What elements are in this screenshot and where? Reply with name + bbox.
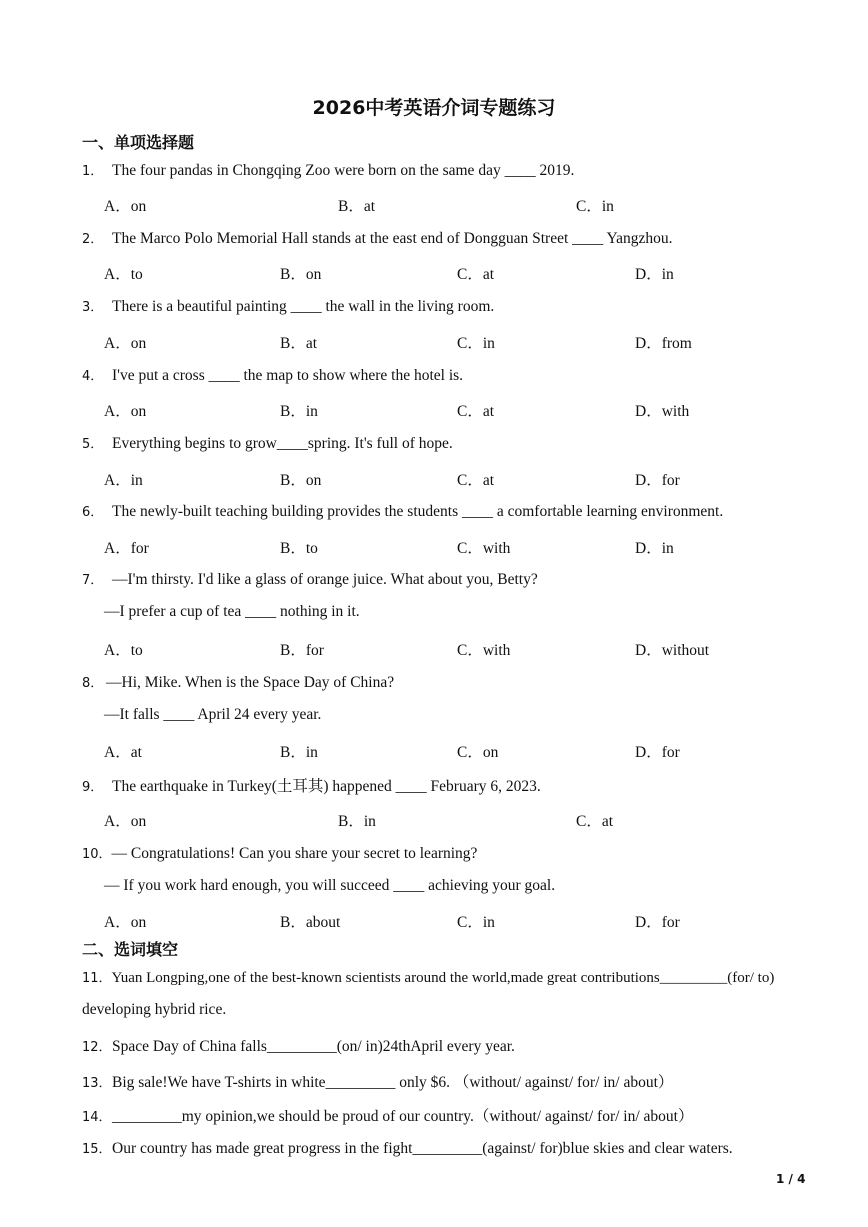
option-d[interactable]: D．for (635, 744, 680, 761)
question-7-line-2: —I prefer a cup of tea ____ nothing in it. (104, 603, 360, 620)
question-5 (82, 433, 453, 453)
question-number: 9． (82, 780, 104, 795)
option-c[interactable]: C．with (457, 540, 511, 557)
question-10 (82, 843, 477, 863)
question-4 (82, 365, 463, 385)
option-b[interactable]: B．for (280, 642, 324, 659)
option-a[interactable]: A．on (104, 914, 147, 931)
question-number: 4． (82, 369, 104, 384)
question-8-line-2: —It falls ____ April 24 every year. (104, 706, 322, 723)
option-d[interactable]: D．for (635, 914, 680, 931)
section-title-fill-in: 二、选词填空 (82, 940, 179, 959)
question-number: 3． (82, 300, 104, 315)
option-a[interactable]: A．in (104, 472, 143, 489)
option-a[interactable]: A．for (104, 540, 149, 557)
question-text: The newly-built teaching building provides the students ____ a comfortable learning environment. (112, 503, 724, 520)
option-b[interactable]: B．in (280, 744, 318, 761)
question-number: 5． (82, 437, 104, 452)
question-number: 11． (82, 971, 112, 986)
question-text: Our country has made great progress in the fight_________(against/ for)blue skies and clear waters. (112, 1140, 733, 1157)
option-c[interactable]: C．on (457, 744, 499, 761)
question-number: 12． (82, 1040, 112, 1055)
question-13 (82, 1070, 673, 1092)
option-c[interactable]: C．at (457, 403, 495, 420)
option-c[interactable]: C．at (576, 813, 614, 830)
question-number: 7． (82, 573, 104, 588)
option-b[interactable]: B．at (338, 198, 376, 215)
option-b[interactable]: B．on (280, 266, 322, 283)
question-text: — Congratulations! Can you share your secret to learning? (111, 845, 478, 862)
option-b[interactable]: B．to (280, 540, 318, 557)
question-7 (82, 569, 538, 589)
question-11-line-2: developing hybrid rice. (82, 1001, 227, 1018)
question-number: 13． (82, 1076, 112, 1091)
question-text: Big sale!We have T-shirts in white_________ only $6. （without/ against/ for/ in/ about） (112, 1074, 674, 1091)
option-b[interactable]: B．about (280, 914, 341, 931)
page-number: 1 / 4 (776, 1172, 806, 1186)
option-d[interactable]: D．from (635, 335, 692, 352)
question-14 (82, 1104, 693, 1126)
option-c[interactable]: C．with (457, 642, 511, 659)
option-c[interactable]: C．in (576, 198, 614, 215)
question-text: Space Day of China falls_________(on/ in)24thApril every year. (112, 1038, 515, 1055)
question-1 (82, 160, 574, 180)
question-3 (82, 296, 494, 316)
question-number: 15． (82, 1142, 112, 1157)
option-a[interactable]: A．to (104, 642, 143, 659)
question-text: I've put a cross ____ the map to show where the hotel is. (112, 367, 464, 384)
question-text: The earthquake in Turkey(土耳其) happened ____ February 6, 2023. (112, 778, 541, 795)
option-c[interactable]: C．in (457, 914, 495, 931)
section-title-multiple-choice: 一、单项选择题 (82, 133, 195, 152)
question-number: 8． (82, 676, 104, 691)
question-6 (82, 501, 723, 521)
question-text: Everything begins to grow____spring. It's full of hope. (112, 435, 453, 452)
option-b[interactable]: B．in (280, 403, 318, 420)
option-d[interactable]: D．in (635, 266, 674, 283)
option-a[interactable]: A．on (104, 813, 147, 830)
option-c[interactable]: C．in (457, 335, 495, 352)
question-text: _________my opinion,we should be proud of our country.（without/ against/ for/ in/ about） (112, 1108, 694, 1125)
option-b[interactable]: B．on (280, 472, 322, 489)
option-a[interactable]: A．on (104, 198, 147, 215)
question-9 (82, 774, 541, 796)
option-b[interactable]: B．at (280, 335, 318, 352)
option-d[interactable]: D．with (635, 403, 690, 420)
question-number: 1． (82, 164, 104, 179)
option-a[interactable]: A．on (104, 335, 147, 352)
option-d[interactable]: D．in (635, 540, 674, 557)
option-d[interactable]: D．for (635, 472, 680, 489)
option-a[interactable]: A．at (104, 744, 142, 761)
question-2 (82, 228, 672, 248)
question-15 (82, 1138, 733, 1158)
question-text: The four pandas in Chongqing Zoo were born on the same day ____ 2019. (112, 162, 575, 179)
question-8 (82, 672, 394, 692)
question-number: 6． (82, 505, 104, 520)
question-11 (82, 967, 774, 987)
question-number: 10． (82, 847, 112, 862)
question-number: 2． (82, 232, 104, 247)
option-c[interactable]: C．at (457, 472, 495, 489)
option-a[interactable]: A．on (104, 403, 147, 420)
question-text: —Hi, Mike. When is the Space Day of China? (106, 674, 395, 691)
option-d[interactable]: D．without (635, 642, 710, 659)
page-title: 2026中考英语介词专题练习 (312, 97, 556, 119)
option-a[interactable]: A．to (104, 266, 143, 283)
option-c[interactable]: C．at (457, 266, 495, 283)
question-12 (82, 1036, 515, 1056)
question-text: There is a beautiful painting ____ the wall in the living room. (112, 298, 495, 315)
question-number: 14． (82, 1110, 112, 1125)
question-text: The Marco Polo Memorial Hall stands at the east end of Dongguan Street ____ Yangzhou. (112, 230, 673, 247)
question-text: —I'm thirsty. I'd like a glass of orange juice. What about you, Betty? (112, 571, 538, 588)
option-b[interactable]: B．in (338, 813, 376, 830)
question-text: Yuan Longping,one of the best-known scientists around the world,made great contributions_________(for/ to) (111, 970, 775, 986)
question-10-line-2: — If you work hard enough, you will succeed ____ achieving your goal. (104, 877, 556, 894)
